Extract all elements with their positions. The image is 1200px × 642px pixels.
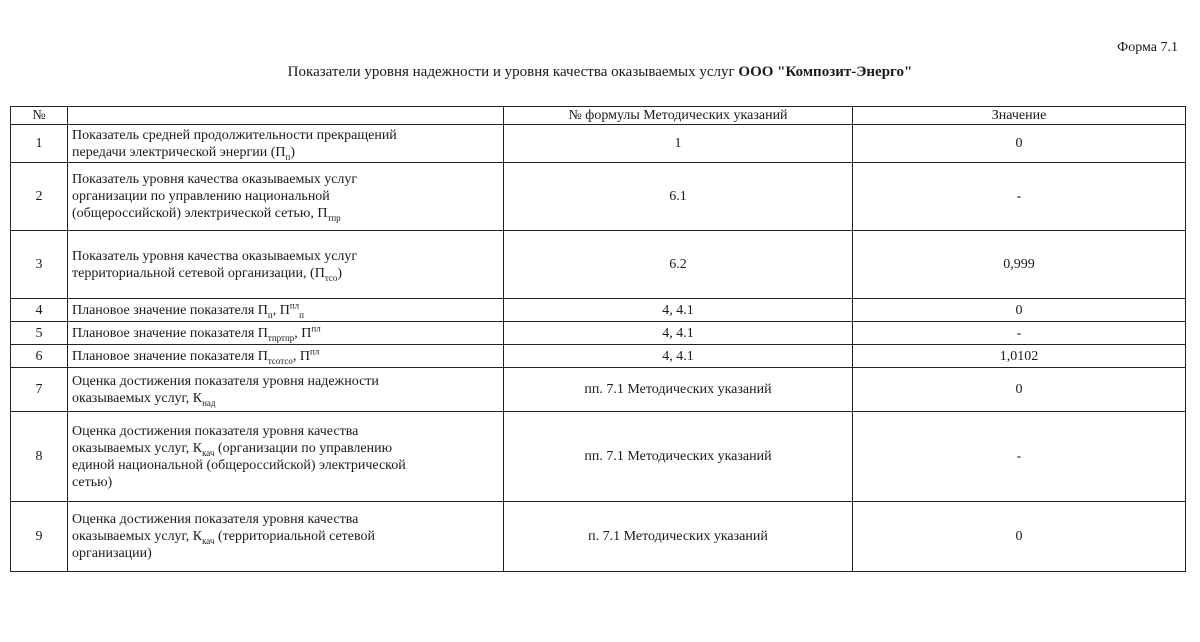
- name-text: (территориальной сетевой: [214, 529, 376, 544]
- row-name: [68, 125, 504, 163]
- name-text: Показатель уровня качества оказываемых услуг: [72, 248, 358, 264]
- name-subscript: кач: [202, 535, 215, 546]
- name-text: (общероссийской) электрической сетью, П: [72, 206, 328, 221]
- row-name: [68, 502, 504, 572]
- row-value: -: [853, 412, 1186, 502]
- row-name: [68, 412, 504, 502]
- name-subscript: п: [299, 309, 304, 320]
- row-num: 4: [11, 299, 68, 322]
- table-row: [11, 412, 1186, 502]
- name-subscript: тпртпр: [267, 332, 295, 343]
- row-num: 2: [11, 163, 68, 231]
- name-superscript: пл: [309, 345, 320, 356]
- table-row: [11, 368, 1186, 412]
- header-value: Значение: [853, 107, 1186, 125]
- name-superscript: пл: [311, 322, 321, 333]
- name-text: , П: [272, 302, 290, 318]
- name-subscript: тсо: [324, 272, 338, 283]
- row-value: -: [853, 322, 1186, 345]
- row-name: [68, 345, 504, 368]
- name-text: Показатель уровня качества оказываемых услуг: [72, 172, 358, 187]
- row-value: -: [853, 163, 1186, 231]
- name-text: оказываемых услуг, К: [72, 529, 203, 544]
- row-name: [68, 231, 504, 299]
- table-row: [11, 231, 1186, 299]
- row-formula: 6.2: [504, 231, 853, 299]
- name-subscript: тсотсо: [267, 355, 293, 366]
- name-subscript: п: [267, 309, 273, 320]
- name-text: ): [290, 144, 296, 160]
- table-row: [11, 322, 1186, 345]
- row-formula: 6.1: [504, 163, 853, 231]
- row-num: 5: [11, 322, 68, 345]
- header-formula: № формулы Методических указаний: [504, 107, 853, 125]
- row-formula: пп. 7.1 Методических указаний: [504, 412, 853, 502]
- row-value: 0: [853, 125, 1186, 163]
- row-formula: 4, 4.1: [504, 322, 853, 345]
- name-text: Плановое значение показателя П: [72, 325, 268, 341]
- name-subscript: над: [202, 397, 216, 408]
- row-value: 0: [853, 299, 1186, 322]
- name-superscript: пл: [289, 299, 300, 310]
- name-text: оказываемых услуг, К: [72, 440, 203, 456]
- name-subscript: п: [285, 151, 291, 162]
- name-text: (организации по управлению: [214, 440, 393, 456]
- name-text: организации): [72, 546, 152, 561]
- name-subscript: кач: [202, 447, 215, 458]
- table-row: [11, 125, 1186, 163]
- table-row: [11, 345, 1186, 368]
- name-text: Оценка достижения показателя уровня надежности: [72, 373, 379, 389]
- document-title: [0, 64, 1200, 81]
- table-body: [11, 125, 1186, 572]
- name-text: Оценка достижения показателя уровня качества: [72, 512, 359, 527]
- row-formula: п. 7.1 Методических указаний: [504, 502, 853, 572]
- row-name: [68, 299, 504, 322]
- name-text: единой национальной (общероссийской) электрической: [72, 457, 406, 473]
- row-formula: пп. 7.1 Методических указаний: [504, 368, 853, 412]
- name-text: Показатель средней продолжительности прекращений: [72, 127, 397, 143]
- name-text: Плановое значение показателя П: [72, 348, 268, 364]
- row-name: [68, 322, 504, 345]
- row-value: 0: [853, 368, 1186, 412]
- row-num: 1: [11, 125, 68, 163]
- header-name: [68, 107, 504, 125]
- name-text: , П: [294, 325, 312, 341]
- row-formula: 1: [504, 125, 853, 163]
- form-number: Форма 7.1: [1117, 40, 1178, 55]
- row-value: 1,0102: [853, 345, 1186, 368]
- row-num: 9: [11, 502, 68, 572]
- table-row: [11, 502, 1186, 572]
- name-text: оказываемых услуг, К: [72, 390, 203, 406]
- name-text: Плановое значение показателя П: [72, 302, 268, 318]
- row-name: [68, 163, 504, 231]
- table-row: [11, 299, 1186, 322]
- row-name: [68, 368, 504, 412]
- indicators-table: [10, 106, 1186, 572]
- name-text: сетью): [72, 474, 113, 490]
- name-subscript: тпр: [327, 212, 341, 223]
- table-header-row: [11, 107, 1186, 125]
- table-row: [11, 163, 1186, 231]
- row-value: 0,999: [853, 231, 1186, 299]
- row-formula: 4, 4.1: [504, 345, 853, 368]
- name-text: ): [337, 265, 343, 281]
- name-text: Оценка достижения показателя уровня качества: [72, 423, 359, 439]
- company-name: ООО "Композит-Энерго": [738, 64, 913, 80]
- row-num: 6: [11, 345, 68, 368]
- name-text: территориальной сетевой организации, (П: [72, 265, 325, 281]
- name-text: организации по управлению национальной: [72, 189, 330, 204]
- name-text: , П: [292, 348, 310, 364]
- row-num: 8: [11, 412, 68, 502]
- header-num: №: [11, 107, 68, 125]
- row-value: 0: [853, 502, 1186, 572]
- row-num: 3: [11, 231, 68, 299]
- row-num: 7: [11, 368, 68, 412]
- row-formula: 4, 4.1: [504, 299, 853, 322]
- name-text: передачи электрической энергии (П: [72, 144, 286, 160]
- title-prefix: Показатели уровня надежности и уровня качества оказываемых услуг: [287, 64, 739, 80]
